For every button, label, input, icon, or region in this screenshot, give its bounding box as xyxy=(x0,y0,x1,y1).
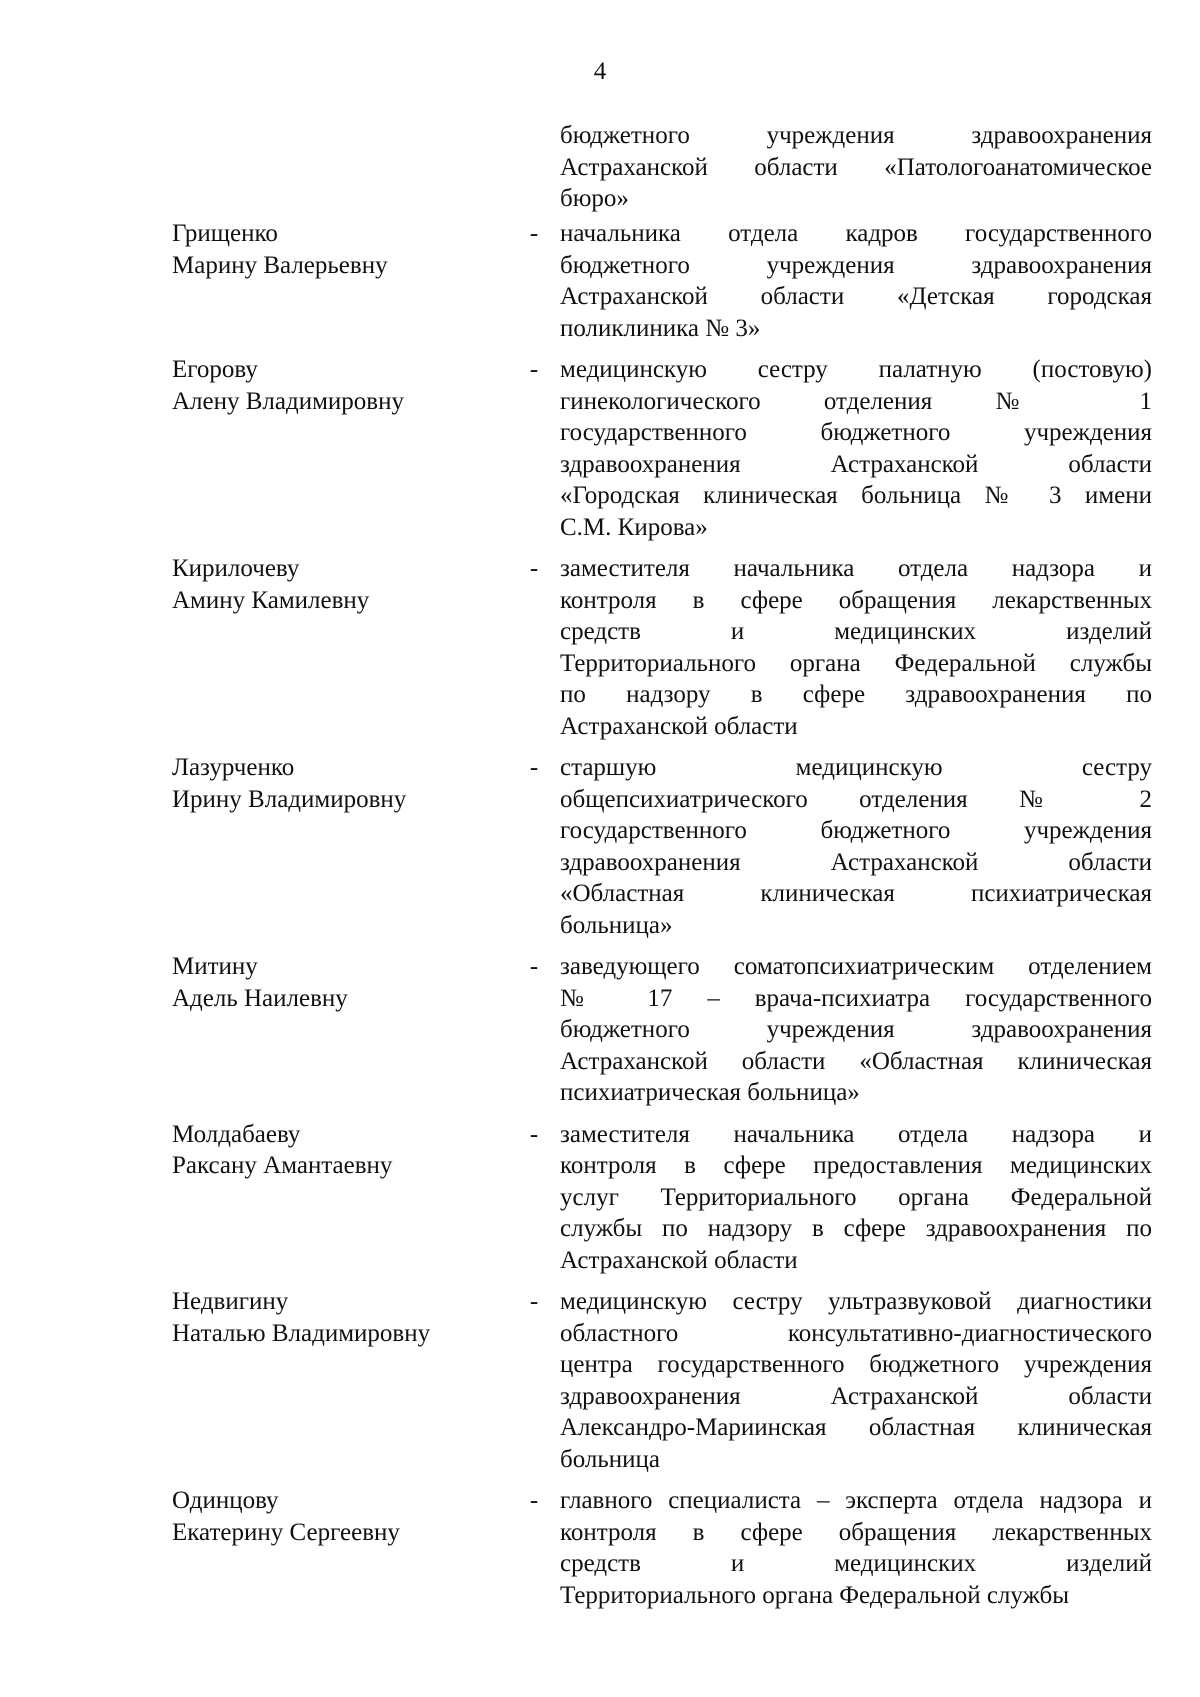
appointee-entry xyxy=(0,1485,1200,1611)
text-line: поликлиника № 3» xyxy=(560,314,761,342)
separator-dash: - xyxy=(529,1120,539,1148)
separator-dash: - xyxy=(529,1288,539,1315)
separator-dash: - xyxy=(529,953,539,980)
text-line: гинекологического отделения № 1 xyxy=(560,387,1152,415)
text-line: заведующего соматопсихиатрическим отделением xyxy=(560,953,1152,980)
position-description xyxy=(560,951,1152,1109)
appointee-entry xyxy=(0,553,1200,742)
person-name xyxy=(172,218,502,281)
position-description xyxy=(560,1485,1152,1611)
position-description xyxy=(560,553,1152,742)
text-line: психиатрическая больница» xyxy=(560,1079,860,1106)
text-line: медицинскую сестру ультразвуковой диагностики xyxy=(560,1288,1152,1315)
given-names: Марину Валерьевну xyxy=(172,251,388,279)
text-line: «Городская клиническая больница № 3 имени xyxy=(560,482,1152,509)
text-line: здравоохранения Астраханской области xyxy=(560,1382,1152,1410)
person-name xyxy=(172,1286,502,1349)
position-description xyxy=(560,218,1152,344)
person-name xyxy=(172,1485,502,1548)
text-line: службы по надзору в сфере здравоохранения по xyxy=(560,1215,1152,1242)
person-name xyxy=(172,354,502,417)
continuation-text xyxy=(560,120,1152,215)
text-line: № 17 – врача-психиатра государственного xyxy=(560,984,1152,1012)
appointee-entry xyxy=(0,951,1200,1109)
surname: Недвигину xyxy=(172,1288,289,1315)
separator-dash: - xyxy=(529,356,539,383)
text-line: больница xyxy=(560,1445,660,1473)
text-line: главного специалиста – эксперта отдела надзора и xyxy=(560,1487,1152,1514)
surname: Кирилочеву xyxy=(172,555,300,582)
person-name xyxy=(172,951,502,1014)
appointee-entry xyxy=(0,218,1200,344)
text-line: центра государственного бюджетного учреждения xyxy=(560,1351,1152,1378)
text-line: бюро» xyxy=(560,185,629,212)
text-line: средств и медицинских изделий xyxy=(560,1550,1152,1577)
given-names: Алену Владимировну xyxy=(172,387,404,415)
text-line: Александро-Мариинская областная клиническая xyxy=(560,1414,1152,1441)
given-names: Ирину Владимировну xyxy=(172,785,407,813)
surname: Егорову xyxy=(172,356,258,383)
text-line: бюджетного учреждения здравоохранения xyxy=(560,122,1152,149)
text-line: Территориального органа Федеральной службы xyxy=(560,649,1152,677)
text-line: бюджетного учреждения здравоохранения xyxy=(560,1016,1152,1043)
text-line: здравоохранения Астраханской области xyxy=(560,450,1152,478)
text-line: Территориального органа Федеральной службы xyxy=(560,1581,1070,1609)
separator-dash: - xyxy=(529,220,539,247)
given-names: Раксану Амантаевну xyxy=(172,1152,393,1179)
surname: Митину xyxy=(172,953,258,980)
text-line: Астраханской области «Областная клиническая xyxy=(560,1047,1152,1075)
text-line: Астраханской области xyxy=(560,1246,798,1274)
text-line: контроля в сфере обращения лекарственных xyxy=(560,586,1152,614)
surname: Молдабаеву xyxy=(172,1120,301,1148)
separator-dash: - xyxy=(529,754,539,781)
appointee-entry xyxy=(0,1286,1200,1475)
position-description xyxy=(560,354,1152,543)
surname: Грищенко xyxy=(172,220,278,247)
given-names: Наталью Владимировну xyxy=(172,1319,431,1347)
text-line: Астраханской области xyxy=(560,712,798,740)
separator-dash: - xyxy=(529,1487,539,1514)
text-line: областного консультативно-диагностического xyxy=(560,1319,1152,1347)
text-line: старшую медицинскую сестру xyxy=(560,754,1152,781)
text-line: заместителя начальника отдела надзора и xyxy=(560,1120,1152,1148)
text-line: начальника отдела кадров государственного xyxy=(560,220,1152,247)
given-names: Амину Камилевну xyxy=(172,586,370,614)
text-line: заместителя начальника отдела надзора и xyxy=(560,555,1152,582)
page-number: 4 xyxy=(593,58,607,85)
person-name xyxy=(172,752,502,815)
person-name xyxy=(172,553,502,616)
appointee-entry xyxy=(0,354,1200,543)
position-description xyxy=(560,752,1152,941)
position-description xyxy=(560,1286,1152,1475)
text-line: по надзору в сфере здравоохранения по xyxy=(560,681,1152,708)
surname: Одинцову xyxy=(172,1487,279,1514)
appointee-list xyxy=(0,218,1200,1621)
text-line: контроля в сфере обращения лекарственных xyxy=(560,1518,1152,1546)
person-name xyxy=(172,1119,502,1182)
text-line: здравоохранения Астраханской области xyxy=(560,848,1152,876)
position-description xyxy=(560,1119,1152,1277)
text-line: государственного бюджетного учреждения xyxy=(560,817,1152,844)
text-line: медицинскую сестру палатную (постовую) xyxy=(560,356,1152,383)
text-line: бюджетного учреждения здравоохранения xyxy=(560,251,1152,279)
text-line: контроля в сфере предоставления медицинских xyxy=(560,1152,1152,1179)
text-line: услуг Территориального органа Федеральной xyxy=(560,1183,1152,1211)
text-line: общепсихиатрического отделения № 2 xyxy=(560,785,1152,813)
surname: Лазурченко xyxy=(172,754,295,781)
text-line: «Областная клиническая психиатрическая xyxy=(560,880,1152,907)
text-line: больница» xyxy=(560,911,673,939)
given-names: Адель Наилевну xyxy=(172,984,348,1012)
text-line: средств и медицинских изделий xyxy=(560,618,1152,645)
separator-dash: - xyxy=(529,555,539,582)
appointee-entry xyxy=(0,1119,1200,1277)
text-line: государственного бюджетного учреждения xyxy=(560,419,1152,446)
text-line: Астраханской области «Детская городская xyxy=(560,283,1152,310)
text-line: С.М. Кирова» xyxy=(560,513,708,541)
appointee-entry xyxy=(0,752,1200,941)
given-names: Екатерину Сергеевну xyxy=(172,1518,400,1546)
text-line: Астраханской области «Патологоанатомическое xyxy=(560,153,1152,181)
